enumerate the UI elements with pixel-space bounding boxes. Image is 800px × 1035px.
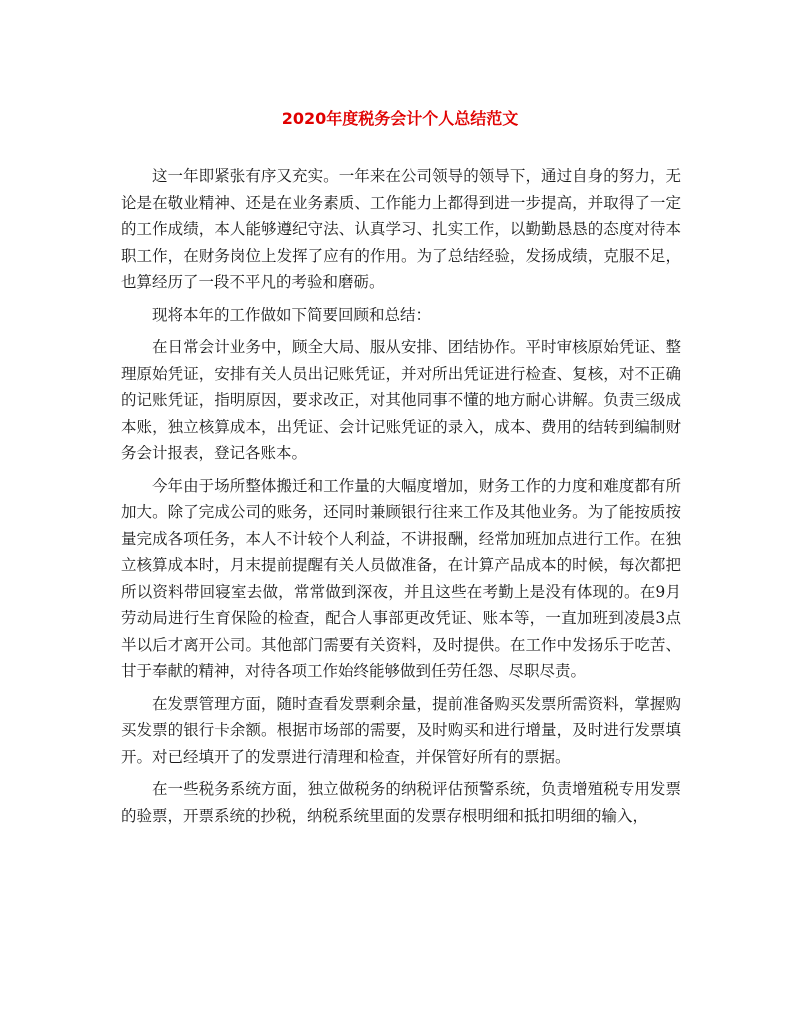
paragraph-6: 在一些税务系统方面，独立做税务的纳税评估预警系统，负责增殖税专用发票的验票，开票系统的抄税，纳税系统里面的发票存根明细和抵扣明细的输入， <box>121 780 681 825</box>
document-title: 2020年度税务会计个人总结范文 <box>281 109 519 128</box>
paragraph-1: 这一年即紧张有序又充实。一年来在公司领导的领导下，通过自身的努力，无论是在敬业精神、还是在业务素质、工作能力上都得到进一步提高，并取得了一定的工作成绩，本人能够遵纪守法、认真学习、扎实工作，以勤勤恳恳的态度对待本职工作，在财务岗位上发挥了应有的作用。为了总结经验，发扬成绩，克服不足，也算经历了一段不平凡的考验和磨砺。 <box>121 167 681 291</box>
paragraph-2: 现将本年的工作做如下简要回顾和总结： <box>152 305 432 324</box>
paragraph-5: 在发票管理方面，随时查看发票剩余量，提前准备购买发票所需资料，掌握购买发票的银行卡余额。根据市场部的需要，及时购买和进行增量，及时进行发票填开。对已经填开了的发票进行清理和检查，并保管好所有的票据。 <box>121 694 681 766</box>
paragraph-4: 今年由于场所整体搬迁和工作量的大幅度增加，财务工作的力度和难度都有所加大。除了完成公司的账务，还同时兼顾银行往来工作及其他业务。为了能按质按量完成各项任务，本人不计较个人利益，不讲报酬，经常加班加点进行工作。在独立核算成本时，月末提前提醒有关人员做准备，在计算产品成本的时候，每次都把所以资料带回寝室去做，常常做到深夜，并且这些在考勤上是没有体现的。在9月劳动局进行生育保险的检查，配合人事部更改凭证、账本等，一直加班到凌晨3点半以后才离开公司。其他部门需要有关资料，及时提供。在工作中发扬乐于吃苦、甘于奉献的精神，对待各项工作始终能够做到任劳任怨、尽职尽责。 <box>121 476 681 680</box>
document-body <box>121 163 681 835</box>
paragraph-3: 在日常会计业务中，顾全大局、服从安排、团结协作。平时审核原始凭证、整理原始凭证，安排有关人员出记账凭证，并对所出凭证进行检查、复核，对不正确的记账凭证，指明原因，要求改正，对其他同事不懂的地方耐心讲解。负责三级成本账，独立核算成本，出凭证、会计记账凭证的录入，成本、费用的结转到编制财务会计报表，登记各账本。 <box>121 338 681 462</box>
